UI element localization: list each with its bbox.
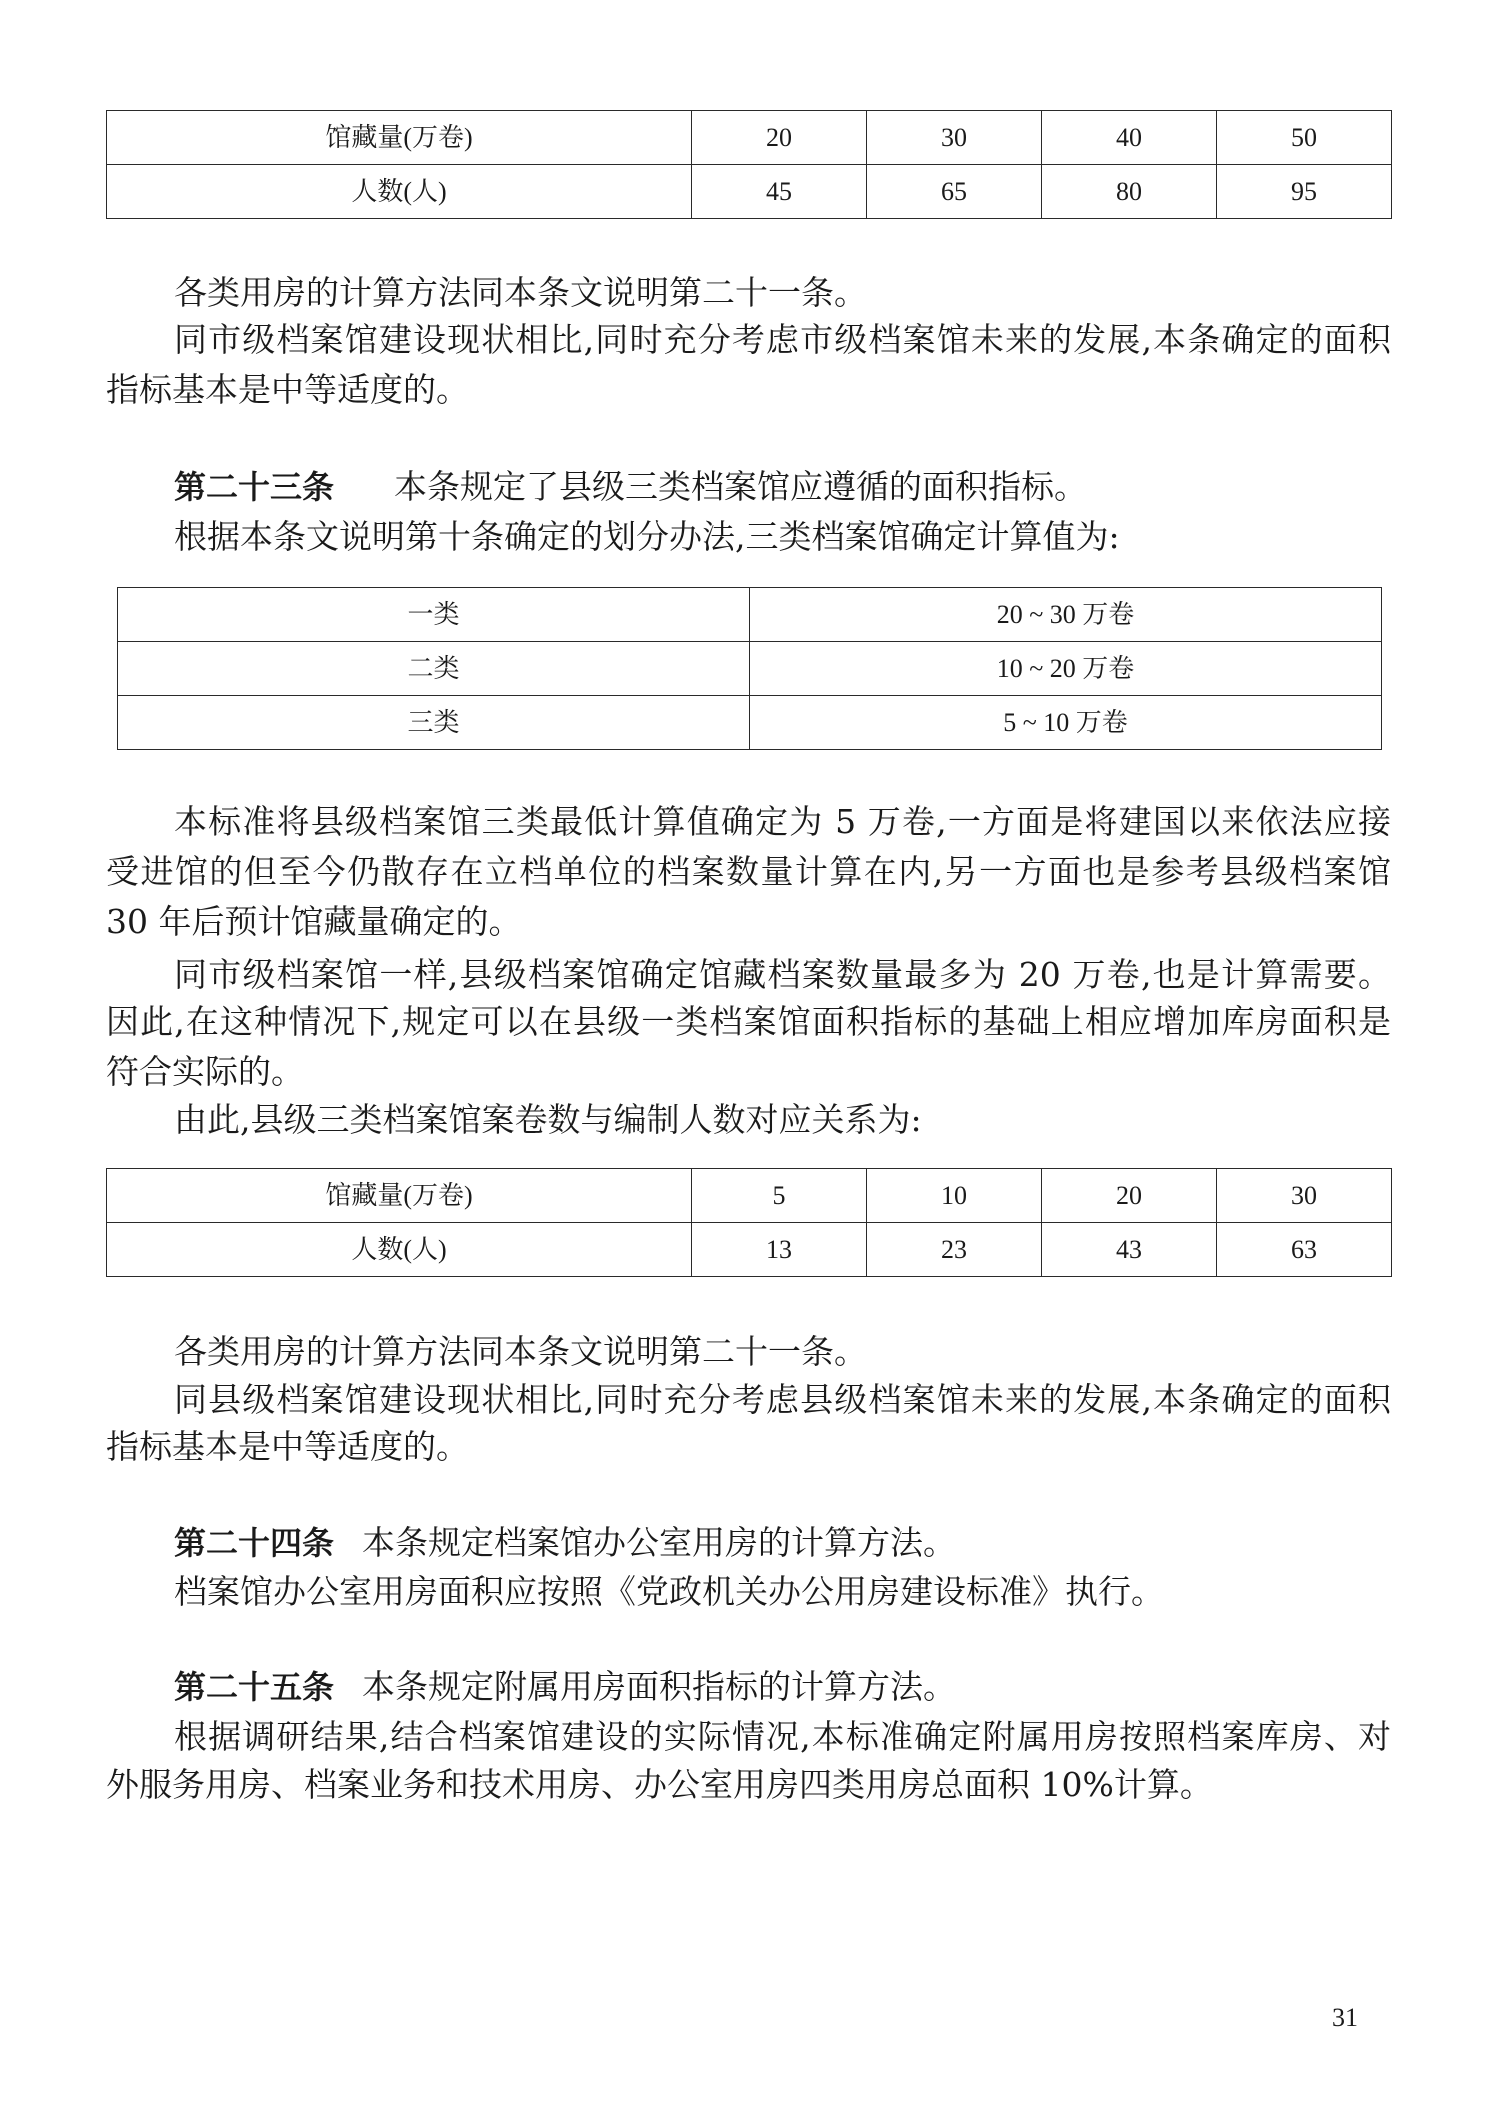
collection-staff-table-county (106, 1168, 1392, 1277)
article-25-heading (174, 1667, 1391, 1707)
paragraph-line: 指标基本是中等适度的。 (106, 1427, 469, 1466)
table-cell: 20 ~ 30 万卷 (750, 588, 1382, 642)
table-cell-label: 馆藏量(万卷) (107, 111, 692, 165)
paragraph-line: 30 年后预计馆藏量确定的。 (106, 902, 522, 941)
paragraph: 根据本条文说明第十条确定的划分办法,三类档案馆确定计算值为: (174, 517, 1120, 556)
article-23-heading (174, 467, 1391, 507)
table-cell: 30 (1217, 1169, 1392, 1223)
table-cell: 30 (867, 111, 1042, 165)
paragraph: 各类用房的计算方法同本条文说明第二十一条。 (174, 273, 867, 312)
table-cell: 10 ~ 20 万卷 (750, 642, 1382, 696)
table-cell: 50 (1217, 111, 1392, 165)
county-category-table (117, 587, 1382, 750)
paragraph-line: 受进馆的但至今仍散存在立档单位的档案数量计算在内,另一方面也是参考县级档案馆 (106, 852, 1391, 891)
article-description: 本条规定了县级三类档案馆应遵循的面积指标。 (394, 467, 1088, 506)
table-row (118, 588, 1382, 642)
article-description: 本条规定附属用房面积指标的计算方法。 (362, 1667, 957, 1706)
table-cell-label: 人数(人) (107, 165, 692, 219)
table-cell-label: 一类 (118, 588, 750, 642)
article-24-heading (174, 1523, 1391, 1563)
table-row (118, 642, 1382, 696)
table-row (107, 165, 1392, 219)
paragraph: 档案馆办公室用房面积应按照《党政机关办公用房建设标准》执行。 (174, 1572, 1164, 1611)
paragraph-line: 同市级档案馆建设现状相比,同时充分考虑市级档案馆未来的发展,本条确定的面积 (174, 320, 1391, 359)
table-cell: 40 (1042, 111, 1217, 165)
page-number: 31 (1332, 2003, 1358, 2032)
table-cell: 10 (867, 1169, 1042, 1223)
article-title: 第二十四条 (174, 1524, 335, 1562)
collection-staff-table-city (106, 110, 1392, 219)
table-cell: 43 (1042, 1223, 1217, 1277)
article-title: 第二十五条 (174, 1668, 335, 1706)
table-cell: 63 (1217, 1223, 1392, 1277)
table-cell-label: 馆藏量(万卷) (107, 1169, 692, 1223)
paragraph: 由此,县级三类档案馆案卷数与编制人数对应关系为: (174, 1100, 922, 1139)
table-cell: 20 (692, 111, 867, 165)
paragraph: 各类用房的计算方法同本条文说明第二十一条。 (174, 1332, 867, 1371)
table-cell: 65 (867, 165, 1042, 219)
paragraph-line: 指标基本是中等适度的。 (106, 370, 469, 409)
table-cell-label: 三类 (118, 696, 750, 750)
table-row (107, 1223, 1392, 1277)
table-cell: 80 (1042, 165, 1217, 219)
table-cell: 5 (692, 1169, 867, 1223)
table-row (107, 111, 1392, 165)
paragraph-line: 同县级档案馆建设现状相比,同时充分考虑县级档案馆未来的发展,本条确定的面积 (174, 1380, 1391, 1419)
table-cell-label: 人数(人) (107, 1223, 692, 1277)
paragraph-line: 外服务用房、档案业务和技术用房、办公室用房四类用房总面积 10%计算。 (106, 1765, 1213, 1804)
paragraph-line: 符合实际的。 (106, 1052, 304, 1091)
table-cell: 13 (692, 1223, 867, 1277)
paragraph-line: 因此,在这种情况下,规定可以在县级一类档案馆面积指标的基础上相应增加库房面积是 (106, 1002, 1391, 1041)
table-row (107, 1169, 1392, 1223)
table-cell: 20 (1042, 1169, 1217, 1223)
table-cell: 45 (692, 165, 867, 219)
table-cell-label: 二类 (118, 642, 750, 696)
paragraph-line: 根据调研结果,结合档案馆建设的实际情况,本标准确定附属用房按照档案库房、对 (174, 1717, 1391, 1756)
table-cell: 23 (867, 1223, 1042, 1277)
article-title: 第二十三条 (174, 468, 335, 506)
article-description: 本条规定档案馆办公室用房的计算方法。 (362, 1523, 957, 1562)
table-cell: 95 (1217, 165, 1392, 219)
paragraph-line: 本标准将县级档案馆三类最低计算值确定为 5 万卷,一方面是将建国以来依法应接 (174, 802, 1391, 841)
table-row (118, 696, 1382, 750)
table-cell: 5 ~ 10 万卷 (750, 696, 1382, 750)
paragraph-line: 同市级档案馆一样,县级档案馆确定馆藏档案数量最多为 20 万卷,也是计算需要。 (174, 955, 1391, 994)
